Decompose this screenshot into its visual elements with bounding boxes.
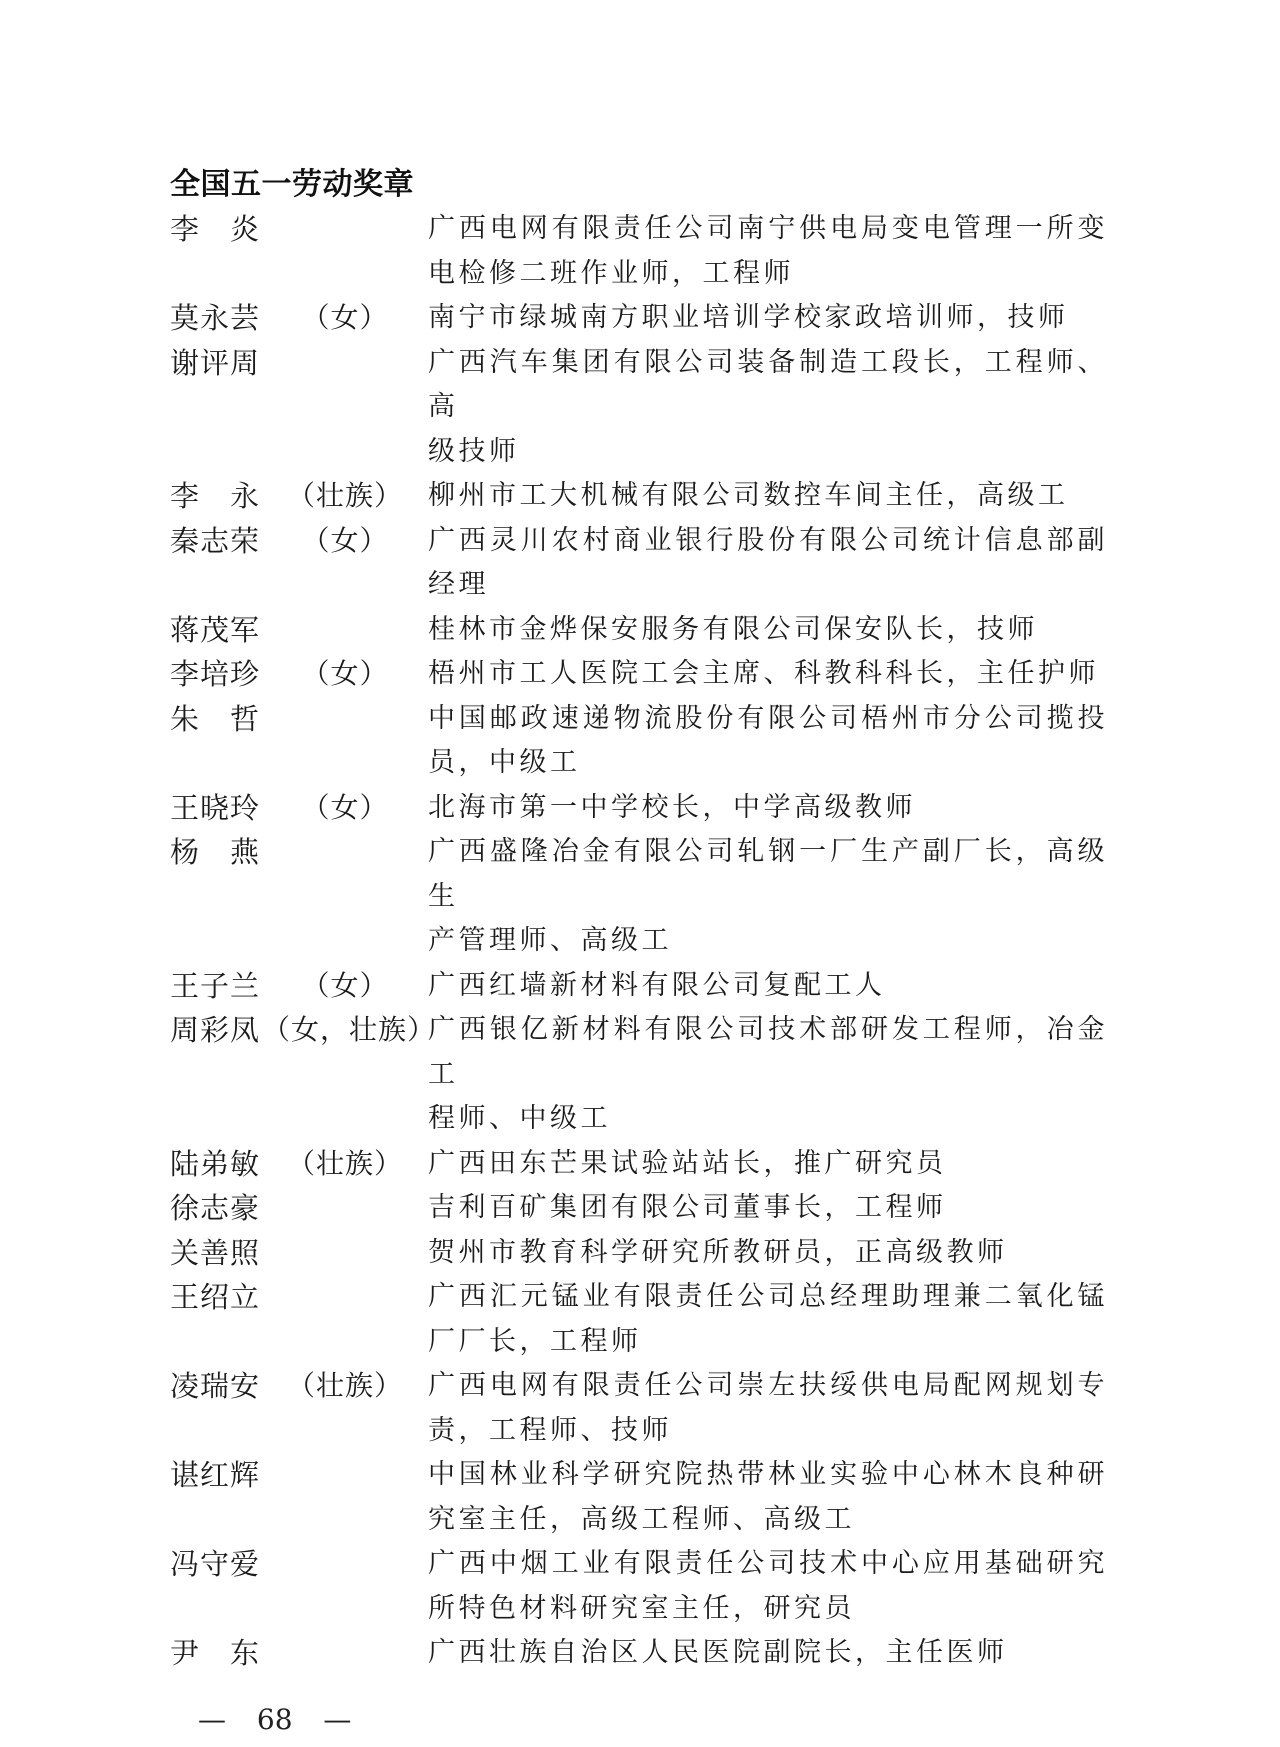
- recipient-name: 徐志豪: [170, 1191, 261, 1225]
- recipient-description: [428, 1364, 1108, 1453]
- recipient-description: [428, 652, 1108, 697]
- description-line: 广西盛隆冶金有限公司轧钢一厂生产副厂长，高级生: [428, 836, 1108, 912]
- description-line: 程师、中级工: [428, 1103, 611, 1134]
- award-entry: [170, 1542, 1280, 1631]
- description-line: 所特色材料研究室主任，研究员: [428, 1592, 855, 1624]
- award-entry: [170, 652, 1280, 697]
- recipient-name: 凌瑞安: [170, 1369, 261, 1403]
- description-line: 广西汇元锰业有限责任公司总经理助理兼二氧化锰: [428, 1281, 1108, 1312]
- description-line: 员，中级工: [428, 747, 581, 778]
- recipient-note: （壮族）: [286, 1146, 403, 1180]
- recipient-name: 尹 东: [170, 1636, 261, 1670]
- recipient-note: （女）: [301, 657, 389, 690]
- recipient-note: （壮族）: [286, 1369, 403, 1402]
- recipient-description: [428, 1542, 1108, 1631]
- description-line: 广西壮族自治区人民医院副院长，主任医师: [428, 1637, 1008, 1668]
- recipient-name: 李 炎: [170, 212, 261, 246]
- recipient-note: （女）: [301, 968, 389, 1002]
- award-entry: [170, 207, 1280, 296]
- award-entry: [170, 1275, 1280, 1364]
- recipient-name: 李培珍: [170, 657, 261, 691]
- recipient-description: [428, 1142, 1108, 1187]
- recipient-name: 冯守爱: [170, 1547, 261, 1581]
- award-entry: [170, 1142, 1280, 1187]
- recipient-description: [428, 519, 1108, 608]
- award-entry: [170, 474, 1280, 519]
- description-line: 桂林市金烨保安服务有限公司保安队长，技师: [428, 613, 1038, 645]
- recipient-note: （女，壮族）: [262, 1013, 437, 1046]
- recipient-name: 陆弟敏: [170, 1146, 261, 1181]
- recipient-name: 王绍立: [170, 1280, 261, 1314]
- description-line: 中国邮政速递物流股份有限公司梧州市分公司揽投: [428, 702, 1108, 734]
- description-line: 级技师: [428, 435, 520, 467]
- description-line: 广西电网有限责任公司南宁供电局变电管理一所变: [428, 213, 1108, 244]
- description-line: 广西红墙新材料有限公司复配工人: [428, 969, 886, 1001]
- description-line: 经理: [428, 569, 489, 600]
- recipient-name: 蒋茂军: [170, 612, 261, 647]
- recipient-note: （壮族）: [286, 479, 403, 512]
- recipient-note: （女）: [301, 790, 389, 824]
- award-entry: [170, 1008, 1280, 1142]
- award-entry: [170, 519, 1280, 608]
- award-entry: [170, 1186, 1280, 1231]
- award-entry: [170, 830, 1280, 964]
- recipient-description: [428, 1186, 1108, 1231]
- recipient-note: （女）: [301, 301, 389, 334]
- recipient-description: [428, 786, 1108, 831]
- recipient-description: [428, 296, 1108, 341]
- recipient-name: 谌红辉: [170, 1458, 261, 1492]
- recipient-name: 秦志荣: [170, 523, 261, 558]
- award-entry: [170, 1231, 1280, 1276]
- award-entry: [170, 964, 1280, 1009]
- award-entry: [170, 341, 1280, 475]
- description-line: 究室主任，高级工程师、高级工: [428, 1503, 855, 1535]
- description-line: 广西电网有限责任公司崇左扶绥供电局配网规划专: [428, 1370, 1108, 1401]
- recipient-description: [428, 341, 1108, 475]
- recipient-description: [428, 1453, 1108, 1542]
- award-entry: [170, 1364, 1280, 1453]
- description-line: 广西中烟工业有限责任公司技术中心应用基础研究: [428, 1548, 1108, 1579]
- description-line: 南宁市绿城南方职业培训学校家政培训师，技师: [428, 302, 1069, 333]
- award-entry: [170, 1453, 1280, 1542]
- description-line: 责，工程师、技师: [428, 1414, 672, 1446]
- recipient-description: [428, 1631, 1108, 1676]
- description-line: 广西田东芒果试验站站长，推广研究员: [428, 1147, 947, 1179]
- description-line: 梧州市工人医院工会主席、科教科科长，主任护师: [428, 658, 1099, 689]
- description-line: 中国林业科学研究院热带林业实验中心林木良种研: [428, 1459, 1108, 1490]
- recipient-name: 周彩凤: [170, 1013, 261, 1047]
- description-line: 广西灵川农村商业银行股份有限公司统计信息部副: [428, 524, 1108, 556]
- recipient-name: 莫永芸: [170, 301, 261, 335]
- recipient-name: 关善照: [170, 1235, 261, 1270]
- recipient-description: [428, 697, 1108, 786]
- recipient-name: 王子兰: [170, 968, 261, 1003]
- award-entry: [170, 786, 1280, 831]
- page-number: — 68 —: [198, 1702, 352, 1736]
- recipient-name: 谢评周: [170, 345, 261, 380]
- description-line: 广西银亿新材料有限公司技术部研发工程师，冶金工: [428, 1014, 1108, 1090]
- award-recipient-list: [170, 207, 1280, 1676]
- award-entry: [170, 697, 1280, 786]
- recipient-description: [428, 1231, 1108, 1276]
- description-line: 电检修二班作业师，工程师: [428, 257, 794, 289]
- description-line: 柳州市工大机械有限公司数控车间主任，高级工: [428, 480, 1069, 511]
- recipient-note: （女）: [301, 523, 389, 557]
- section-title: 全国五一劳动奖章: [170, 167, 414, 202]
- award-entry: [170, 608, 1280, 653]
- description-line: 产管理师、高级工: [428, 925, 672, 956]
- recipient-description: [428, 1275, 1108, 1364]
- award-entry: [170, 1631, 1280, 1676]
- recipient-name: 王晓玲: [170, 790, 261, 825]
- recipient-name: 李 永: [170, 479, 261, 513]
- description-line: 吉利百矿集团有限公司董事长，工程师: [428, 1192, 947, 1223]
- recipient-description: [428, 964, 1108, 1009]
- award-entry: [170, 296, 1280, 341]
- recipient-name: 杨 燕: [170, 835, 261, 869]
- recipient-description: [428, 1008, 1108, 1142]
- description-line: 贺州市教育科学研究所教研员，正高级教师: [428, 1236, 1008, 1268]
- description-line: 北海市第一中学校长，中学高级教师: [428, 791, 916, 823]
- recipient-description: [428, 474, 1108, 519]
- recipient-description: [428, 608, 1108, 653]
- recipient-description: [428, 207, 1108, 296]
- recipient-name: 朱 哲: [170, 701, 261, 736]
- recipient-description: [428, 830, 1108, 964]
- description-line: 广西汽车集团有限公司装备制造工段长，工程师、高: [428, 346, 1108, 422]
- description-line: 厂厂长，工程师: [428, 1325, 642, 1357]
